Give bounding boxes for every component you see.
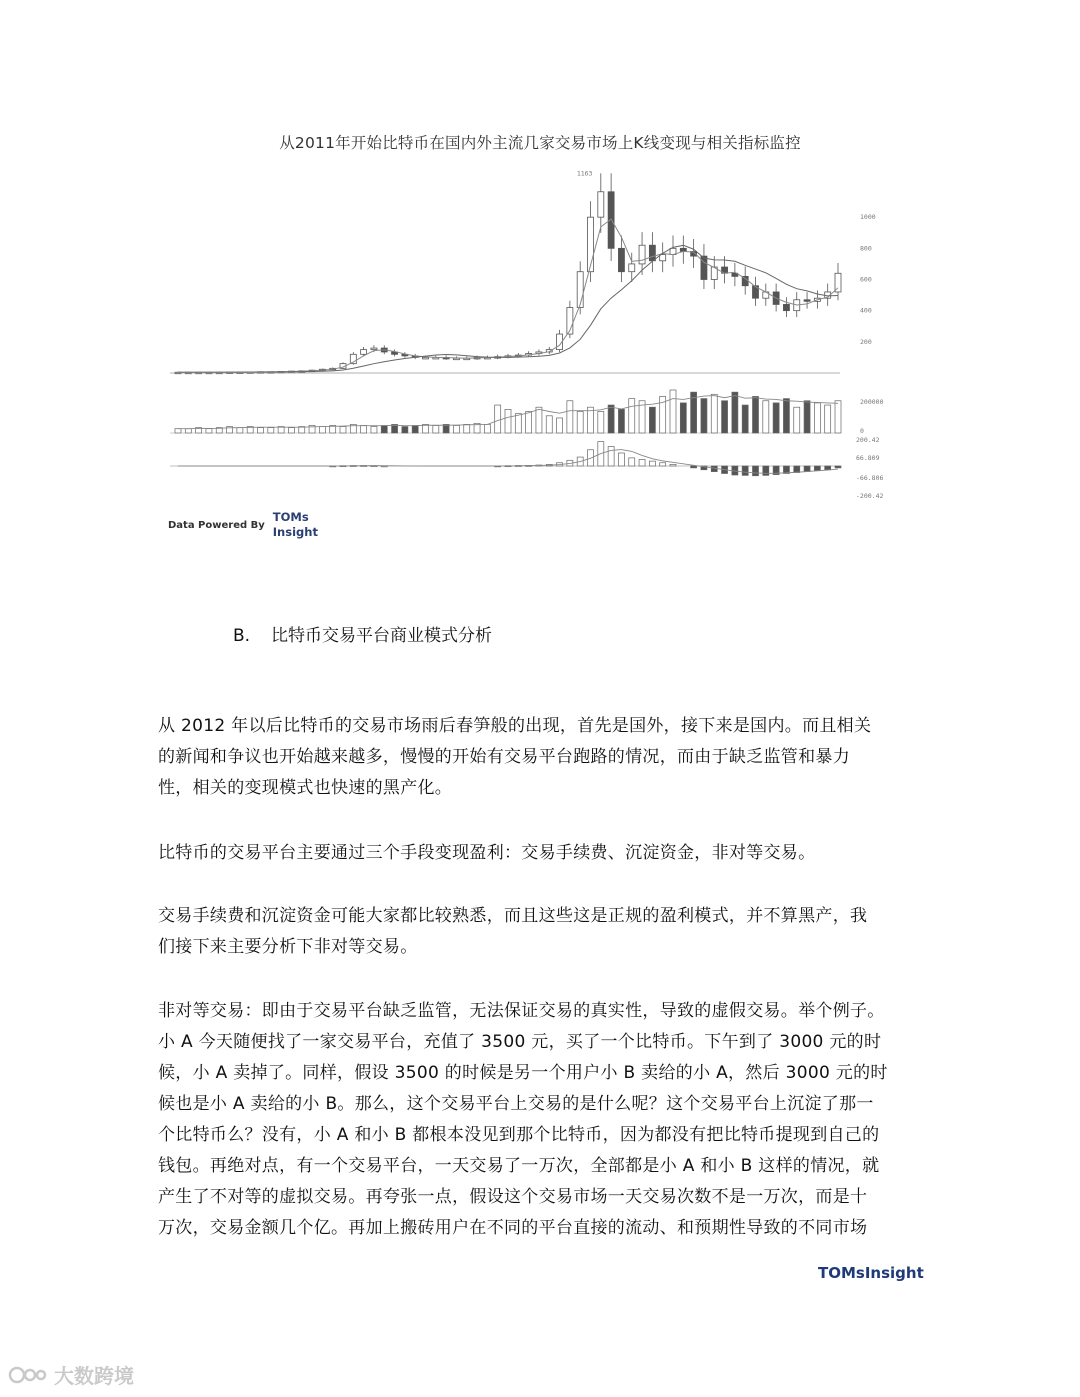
volume-bar xyxy=(794,407,800,433)
candle xyxy=(371,348,377,350)
volume-bar xyxy=(763,401,769,433)
footer-brand-logo: TOMsInsight xyxy=(818,1264,924,1282)
text-line: 非对等交易：即由于交易平台缺乏监管，无法保证交易的真实性，导致的虚假交易。举个例子。 xyxy=(158,1001,885,1021)
text-line: 从 2012 年以后比特币的交易市场雨后春笋般的出现，首先是国外，接下来是国内。而且相关 xyxy=(158,716,872,736)
volume-bar xyxy=(515,414,521,433)
volume-bar xyxy=(258,428,264,433)
text-line: 比特币的交易平台主要通过三个手段变现盈利：交易手续费、沉淀资金，非对等交易。 xyxy=(158,843,816,863)
data-credit xyxy=(168,510,318,540)
section-heading xyxy=(233,621,492,646)
text-line: 个比特币么？没有，小 A 和小 B 都根本没见到那个比特币，因为都没有把比特币提现到自己的 xyxy=(158,1125,880,1145)
text-line: 万次，交易金额几个亿。再加上搬砖用户在不同的平台直接的流动、和预期性导致的不同市场 xyxy=(158,1218,868,1238)
volume-bar xyxy=(742,405,748,433)
volume-bar xyxy=(464,424,470,433)
indicator-bar xyxy=(639,460,645,467)
volume-bar xyxy=(608,405,614,433)
indicator-line xyxy=(178,450,838,474)
price-tick-label: 1000 xyxy=(860,213,876,222)
candle xyxy=(588,217,594,272)
text-line: 们接下来主要分析下非对等交易。 xyxy=(158,937,418,957)
text-line: 候，小 A 卖掉了。同样，假设 3500 的时候是另一个用户小 B 卖给的小 A，然后 3000 元的时 xyxy=(158,1063,888,1083)
candle xyxy=(649,245,655,261)
candle xyxy=(804,300,810,302)
volume-bar xyxy=(319,427,325,433)
figure-title: 从2011年开始比特币在国内外主流几家交易市场上K线变现与相关指标监控 xyxy=(279,134,801,152)
price-ma-short-line xyxy=(178,219,838,372)
price-tick-label: 600 xyxy=(860,275,872,284)
volume-tick-label: 200000 xyxy=(860,398,884,406)
candle xyxy=(629,264,635,272)
candle xyxy=(618,248,624,271)
paragraph-1 xyxy=(158,711,928,804)
volume-bar xyxy=(825,405,831,433)
indicator-bar xyxy=(742,466,748,475)
text-line: 的新闻和争议也开始越来越多，慢慢的开始有交易平台跑路的情况，而由于缺乏监管和暴力 xyxy=(158,747,850,767)
volume-bar xyxy=(484,424,490,433)
volume-bar xyxy=(783,399,789,433)
indicator-tick-label: -200.42 xyxy=(856,492,884,500)
watermark-text: 大数跨境 xyxy=(54,1364,134,1388)
indicator-bar xyxy=(629,458,635,466)
candle xyxy=(639,245,645,264)
text-line: 钱包。再绝对点，有一个交易平台，一天交易了一万次，全部都是小 A 和小 B 这样的情况，就 xyxy=(158,1156,880,1176)
price-tick-label: 200 xyxy=(860,337,872,346)
volume-bar xyxy=(175,429,181,433)
volume-bar xyxy=(680,403,686,433)
indicator-tick-label: -66.806 xyxy=(856,474,884,482)
volume-bar xyxy=(505,409,511,433)
volume-bar xyxy=(268,428,274,433)
indicator-bar xyxy=(649,461,655,466)
text-line: 小 A 今天随便找了一家交易平台，充值了 3500 元，买了一个比特币。下午到了 3000 元的时 xyxy=(158,1032,882,1052)
volume-bar xyxy=(185,429,191,433)
volume-bar xyxy=(618,409,624,433)
indicator-bar xyxy=(670,464,676,466)
text-line: 交易手续费和沉淀资金可能大家都比较熟悉，而且这些这是正规的盈利模式，并不算黑产，我 xyxy=(158,906,868,926)
indicator-bar xyxy=(825,466,831,470)
volume-bar xyxy=(433,425,439,433)
paragraph-4 xyxy=(158,996,928,1244)
indicator-panel xyxy=(170,442,841,476)
volume-bar xyxy=(381,425,387,433)
price-tick-label: 400 xyxy=(860,306,872,315)
peak-price-label: 1163 xyxy=(576,169,593,178)
volume-bar xyxy=(835,401,841,433)
price-chart xyxy=(170,169,900,508)
candle xyxy=(577,272,583,308)
volume-bar xyxy=(598,412,604,434)
indicator-tick-label: 200.42 xyxy=(856,436,880,444)
volume-bar xyxy=(773,403,779,433)
volume-bar xyxy=(577,412,583,434)
price-panel xyxy=(170,173,841,373)
volume-bar xyxy=(804,401,810,433)
volume-bar xyxy=(567,401,573,433)
text-line: 候也是小 A 卖给的小 B。那么，这个交易平台上交易的是什么呢？这个交易平台上沉淀了那一 xyxy=(158,1094,874,1114)
section-title: 比特币交易平台商业模式分析 xyxy=(271,626,492,646)
volume-bar xyxy=(629,399,635,433)
indicator-bar xyxy=(618,453,624,466)
price-ma-long-line xyxy=(178,245,838,372)
indicator-bar xyxy=(804,466,810,472)
volume-bar xyxy=(495,405,501,433)
section-number: B. xyxy=(233,626,251,646)
volume-bar xyxy=(361,425,367,433)
paragraph-2 xyxy=(158,838,928,869)
indicator-bar xyxy=(835,466,841,468)
indicator-bar xyxy=(660,463,666,466)
volume-bar xyxy=(753,396,759,433)
indicator-tick-label: 66.809 xyxy=(856,454,880,462)
volume-bar xyxy=(670,390,676,433)
candle xyxy=(742,276,748,285)
indicator-bar xyxy=(814,466,820,471)
candle xyxy=(598,192,604,217)
volume-bar xyxy=(546,416,552,433)
volume-bar xyxy=(701,399,707,433)
indicator-bar xyxy=(763,466,769,475)
volume-bar xyxy=(536,407,542,433)
axis-labels xyxy=(577,169,884,500)
volume-panel xyxy=(170,390,841,433)
credit-brand-line2: Insight xyxy=(272,525,318,539)
volume-bar xyxy=(557,418,563,433)
price-tick-label: 800 xyxy=(860,244,872,253)
volume-bar xyxy=(340,427,346,433)
volume-bar xyxy=(412,425,418,433)
volume-bar xyxy=(732,392,738,433)
candle xyxy=(423,357,429,359)
volume-bar xyxy=(711,394,717,433)
watermark xyxy=(8,1360,134,1389)
volume-bar xyxy=(526,412,532,434)
indicator-bar xyxy=(608,447,614,467)
volume-bar xyxy=(814,403,820,433)
watermark-logo-icon xyxy=(8,1364,48,1386)
volume-bar xyxy=(371,427,377,433)
credit-brand-line1: TOMs xyxy=(272,510,309,524)
indicator-bar xyxy=(753,466,759,476)
volume-bar xyxy=(453,425,459,433)
volume-bar xyxy=(649,407,655,433)
indicator-bar xyxy=(794,466,800,473)
volume-tick-label: 0 xyxy=(860,427,864,435)
credit-brand xyxy=(273,510,318,540)
paragraph-3 xyxy=(158,901,928,963)
candle xyxy=(783,304,789,310)
candle xyxy=(361,350,367,355)
text-line: 性，相关的变现模式也快速的黑产化。 xyxy=(158,778,453,798)
volume-bar xyxy=(402,427,408,433)
credit-prefix: Data Powered By xyxy=(168,519,265,531)
volume-bar xyxy=(722,401,728,433)
volume-bar xyxy=(237,428,243,433)
volume-bar xyxy=(288,428,294,433)
text-line: 产生了不对等的虚拟交易。再夸张一点，假设这个交易市场一天交易次数不是一万次，而是十 xyxy=(158,1187,868,1207)
volume-bar xyxy=(206,429,212,433)
indicator-bar xyxy=(691,466,697,468)
